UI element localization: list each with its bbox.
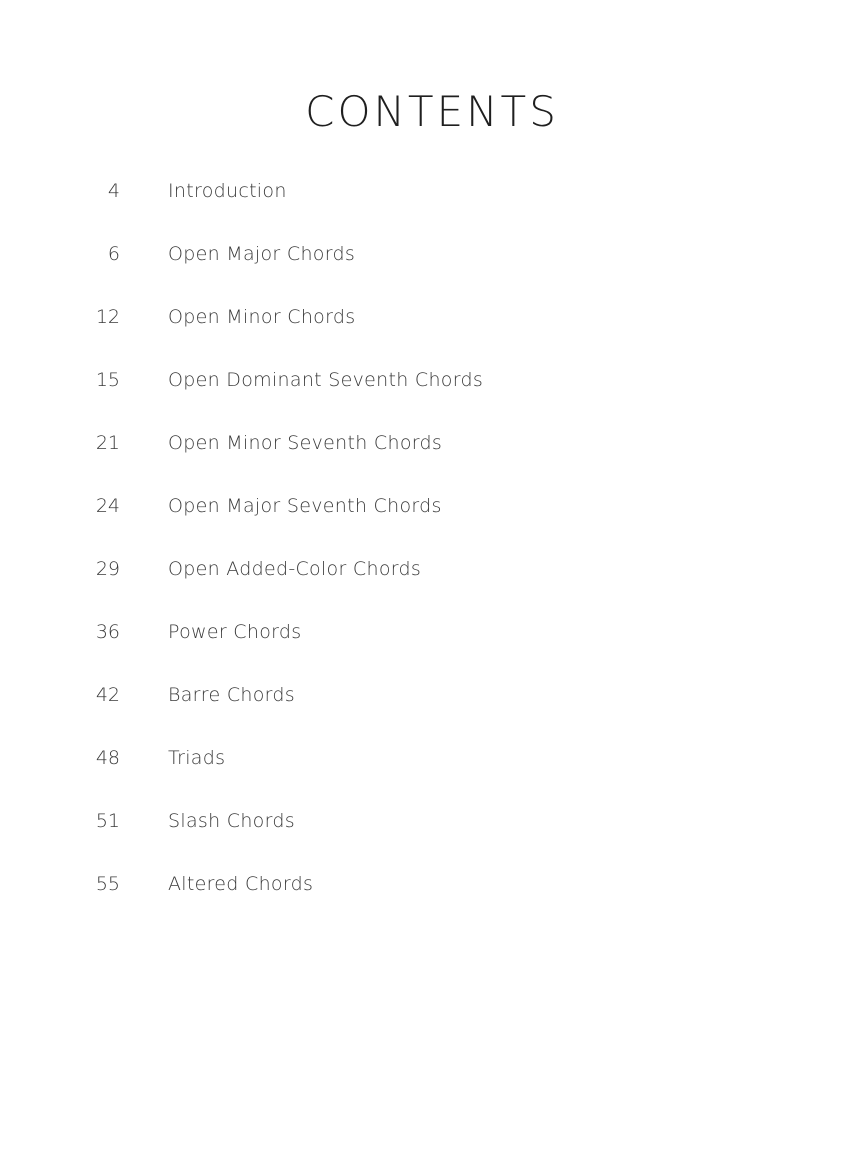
toc-entry[interactable] (0, 617, 864, 680)
toc-page-number: 42 (95, 684, 120, 706)
toc-page-number: 29 (95, 558, 120, 580)
toc-page-number: 12 (95, 306, 120, 328)
toc-entry-title: Open Minor Chords (168, 306, 356, 328)
toc-page-number: 24 (95, 495, 120, 517)
toc-entry-title: Slash Chords (168, 810, 295, 832)
toc-entry[interactable] (0, 428, 864, 491)
toc-page-number: 36 (95, 621, 120, 643)
toc-entry[interactable] (0, 365, 864, 428)
toc-page-number: 4 (107, 180, 120, 202)
toc-entry-title: Altered Chords (168, 873, 314, 895)
toc-entry-title: Barre Chords (168, 684, 295, 706)
toc-page-number: 6 (107, 243, 120, 265)
toc-entry-title: Open Minor Seventh Chords (168, 432, 443, 454)
toc-entry-title: Open Added-Color Chords (168, 558, 422, 580)
toc-entry[interactable] (0, 491, 864, 554)
toc-entry-title: Open Dominant Seventh Chords (168, 369, 484, 391)
toc-entry[interactable] (0, 554, 864, 617)
toc-entry-title: Open Major Seventh Chords (168, 495, 442, 517)
toc-entry[interactable] (0, 743, 864, 806)
toc-entry-title: Open Major Chords (168, 243, 356, 265)
page-title: CONTENTS (305, 87, 559, 136)
toc-page-number: 15 (95, 369, 120, 391)
toc-entry[interactable] (0, 806, 864, 869)
toc-entry-title: Introduction (168, 180, 287, 202)
table-of-contents (0, 176, 864, 932)
toc-entry-title: Power Chords (168, 621, 302, 643)
toc-page-number: 55 (95, 873, 120, 895)
toc-entry[interactable] (0, 869, 864, 932)
toc-entry-title: Triads (168, 747, 226, 769)
toc-entry[interactable] (0, 176, 864, 239)
toc-page-number: 21 (95, 432, 120, 454)
toc-page-number: 51 (95, 810, 120, 832)
toc-entry[interactable] (0, 239, 864, 302)
toc-entry[interactable] (0, 680, 864, 743)
toc-entry[interactable] (0, 302, 864, 365)
toc-page-number: 48 (95, 747, 120, 769)
